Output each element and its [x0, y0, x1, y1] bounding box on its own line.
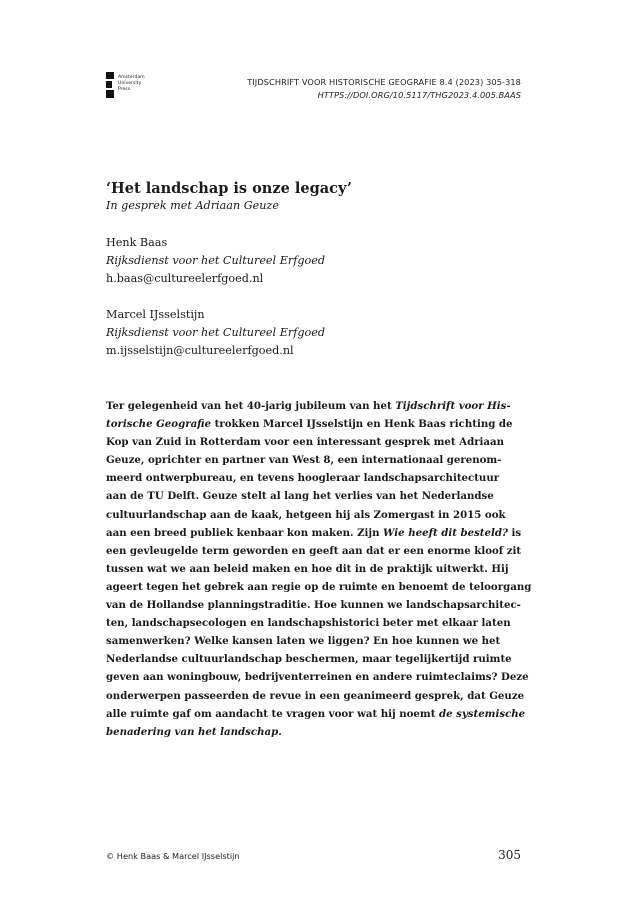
abstract-text-run: trokken Marcel IJsselstijn en Henk Baas richting de [211, 418, 513, 431]
abstract-text-run: aan de TU Delft. Geuze stelt al lang het verlies van het Nederlandse [106, 490, 494, 503]
article-subtitle: In gesprek met Adriaan Geuze [106, 199, 279, 212]
abstract-line [106, 542, 522, 560]
abstract-text-run: ageert tegen het gebrek aan regie op de ruimte en benoemt de teloorgang [106, 580, 532, 593]
publisher-logo [106, 72, 145, 98]
abstract-line [106, 578, 532, 596]
abstract-line [106, 487, 522, 505]
abstract-line [106, 451, 522, 469]
abstract-text-run: een gevleugelde term geworden en geeft aan dat er een enorme kloof zit [106, 544, 522, 557]
abstract-line [106, 506, 522, 524]
abstract-text-run: ten, landschapsecologen en landschapshistorici beter met elkaar laten [106, 617, 511, 630]
abstract-line [106, 687, 525, 705]
aup-logo-icon [106, 72, 114, 98]
author-email[interactable]: h.baas@cultureelerfgoed.nl [106, 272, 264, 285]
abstract-text-run: Ter gelegenheid van het 40-jarig jubileum van het [106, 400, 396, 412]
abstract-text-run: Nederlandse cultuurlandschap beschermen, maar tegelijkertijd ruimte [106, 653, 512, 666]
author-affiliation: Rijksdienst voor het Cultureel Erfgoed [106, 254, 326, 267]
author-affiliation: Rijksdienst voor het Cultureel Erfgoed [106, 326, 326, 339]
abstract-line [106, 614, 522, 632]
abstract-line [106, 705, 526, 723]
publisher-name-line: Press [118, 87, 131, 92]
abstract-line [106, 650, 522, 668]
page-number: 305 [498, 848, 521, 862]
abstract-line [106, 524, 522, 542]
abstract-italic-run: torische Geografie [106, 418, 212, 431]
journal-citation: TIJDSCHRIFT VOOR HISTORISCHE GEOGRAFIE 8.4 (2023) 305-318 [247, 77, 521, 87]
author-email[interactable]: m.ijsselstijn@cultureelerfgoed.nl [106, 344, 294, 357]
abstract-text-run: samenwerken? Welke kansen laten we liggen? En hoe kunnen we het [106, 635, 501, 648]
doi-link[interactable]: HTTPS://DOI.ORG/10.5117/THG2023.4.005.BAAS [317, 90, 521, 100]
abstract-text-run: Kop van Zuid in Rotterdam voor een interessant gesprek met Adriaan [106, 436, 505, 449]
abstract-line [106, 596, 522, 614]
abstract [106, 397, 532, 741]
abstract-line [106, 397, 522, 415]
running-header [247, 76, 521, 102]
author-name: Marcel IJsselstijn [106, 308, 205, 321]
article-title: ‘Het landschap is onze legacy’ [106, 180, 352, 197]
abstract-text-run: onderwerpen passeerden de revue in een geanimeerd gesprek, dat Geuze [106, 689, 525, 702]
abstract-line [106, 632, 522, 650]
abstract-text-run: van de Hollandse planningstraditie. Hoe kunnen we landschapsarchitec- [106, 599, 521, 612]
abstract-line [106, 433, 522, 451]
abstract-text-run: geven aan woningbouw, bedrijventerreinen en andere ruimteclaims? Deze [106, 671, 529, 684]
abstract-text-run: alle ruimte gaf om aandacht te vragen voor wat hij noemt [106, 707, 439, 720]
publisher-name-line: Amsterdam [118, 75, 145, 80]
abstract-text-run: tussen wat we aan beleid maken en hoe dit in de praktijk uitwerkt. Hij [106, 562, 509, 575]
abstract-italic-run: de systemische [438, 707, 526, 720]
abstract-text-run: aan een breed publiek kenbaar kon maken. Zijn [106, 526, 384, 539]
publisher-name-line: University [118, 81, 142, 86]
abstract-line [106, 469, 522, 487]
author-name: Henk Baas [106, 236, 168, 249]
author-block [106, 234, 325, 288]
author-block [106, 306, 325, 360]
abstract-text-run: meerd ontwerpbureau, en tevens hoogleraar landschapsarchitectuur [106, 472, 500, 485]
abstract-italic-run: benadering van het landschap. [106, 725, 282, 738]
publisher-name [118, 75, 145, 93]
copyright-notice: © Henk Baas & Marcel IJsselstijn [106, 851, 240, 861]
abstract-italic-run: Tijdschrift voor His- [395, 400, 511, 412]
abstract-text-run: is [507, 526, 522, 539]
abstract-text-run: Geuze, oprichter en partner van West 8, een internationaal gerenom- [106, 454, 502, 467]
abstract-italic-run: Wie heeft dit besteld? [383, 526, 508, 539]
abstract-line [106, 723, 522, 741]
abstract-line [106, 668, 529, 686]
abstract-line [106, 560, 522, 578]
abstract-line [106, 415, 522, 433]
abstract-text-run: cultuurlandschap aan de kaak, hetgeen hij als Zomergast in 2015 ook [106, 508, 506, 521]
